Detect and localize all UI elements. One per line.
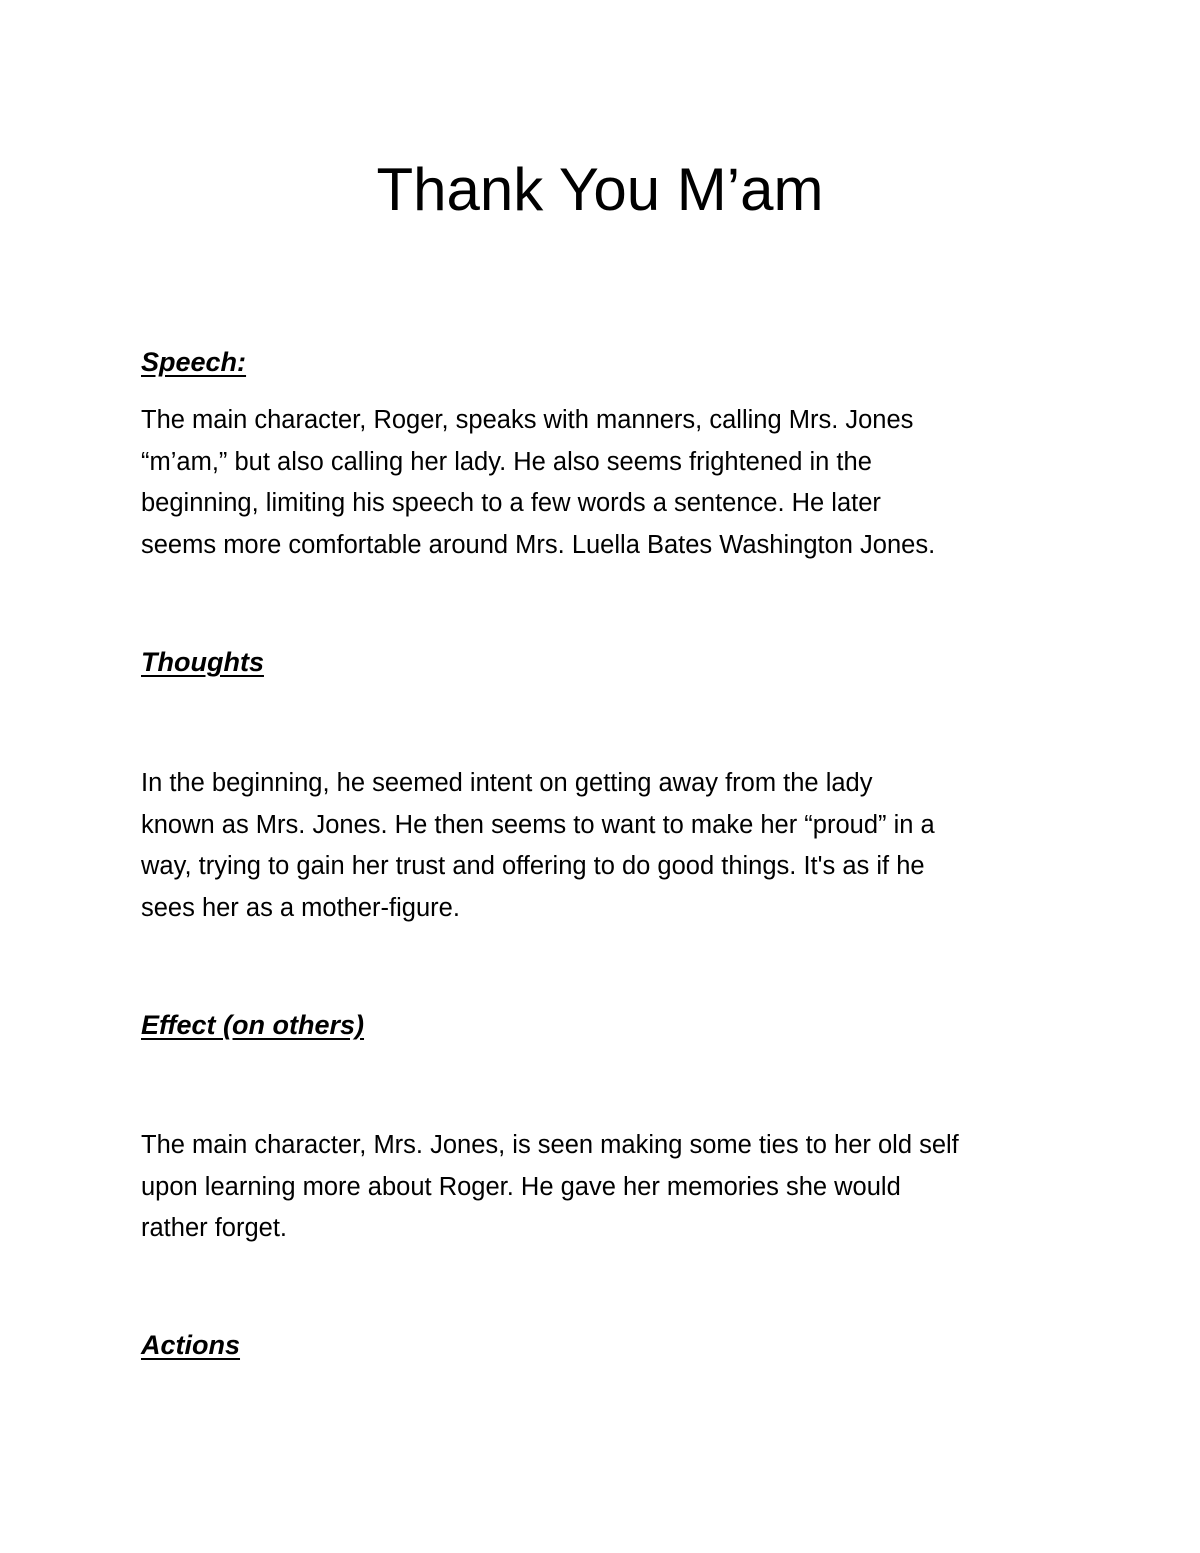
paragraph-line: In the beginning, he seemed intent on getting away from the lady (141, 769, 873, 797)
paragraph-line: The main character, Mrs. Jones, is seen making some ties to her old self (141, 1131, 959, 1159)
section-heading-actions: Actions (141, 1330, 241, 1360)
paragraph-line: rather forget. (141, 1214, 287, 1242)
section-paragraph-effect (141, 1125, 1061, 1250)
section-paragraph-speech (141, 400, 1061, 566)
paragraph-line: The main character, Roger, speaks with manners, calling Mrs. Jones (141, 406, 914, 434)
paragraph-line: “m’am,” but also calling her lady. He also seems frightened in the (141, 447, 872, 476)
paragraph-line: upon learning more about Roger. He gave her memories she would (141, 1172, 901, 1201)
paragraph-line: sees her as a mother-figure. (141, 893, 460, 922)
paragraph-line: seems more comfortable around Mrs. Luella Bates Washington Jones. (141, 530, 936, 559)
paragraph-line: known as Mrs. Jones. He then seems to want to make her “proud” in a (141, 810, 935, 839)
paragraph-line: way, trying to gain her trust and offering to do good things. It's as if he (141, 852, 925, 880)
section-heading-speech: Speech: (141, 347, 247, 377)
paragraph-line: beginning, limiting his speech to a few words a sentence. He later (141, 489, 881, 517)
section-heading-thoughts: Thoughts (141, 647, 264, 677)
section-paragraph-thoughts (141, 763, 1061, 929)
section-heading-effect: Effect (on others) (141, 1010, 365, 1040)
document-title: Thank You M’am (376, 156, 824, 223)
